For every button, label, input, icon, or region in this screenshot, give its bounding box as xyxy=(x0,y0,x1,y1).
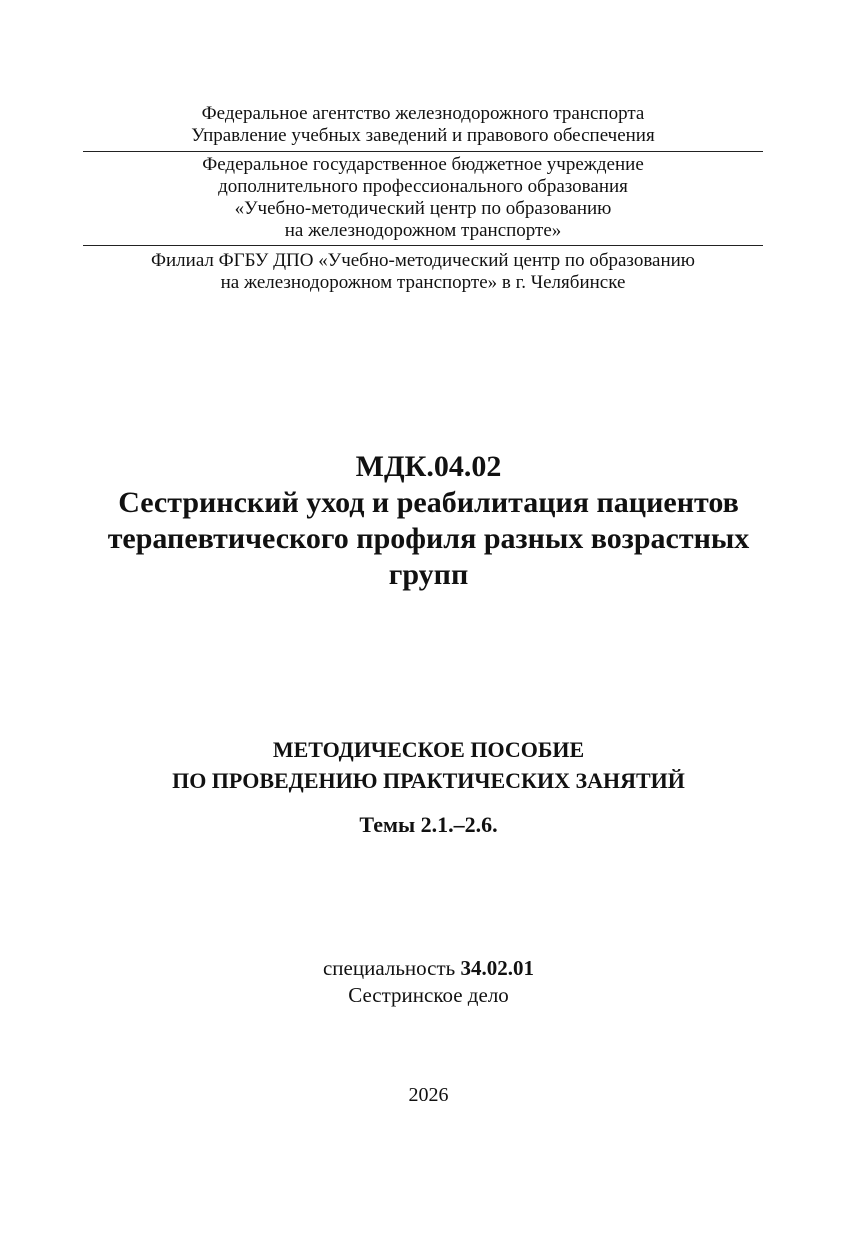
course-title-line: групп xyxy=(388,558,469,591)
agency-line: Управление учебных заведений и правового обеспечения xyxy=(191,125,655,146)
publication-year: 2026 xyxy=(408,1084,449,1106)
institution-line: «Учебно-методический центр по образованию xyxy=(234,198,612,219)
specialty-label: специальность xyxy=(322,956,456,980)
course-title xyxy=(0,485,857,593)
course-code: МДК.04.02 xyxy=(355,450,502,483)
specialty-code: 34.02.01 xyxy=(460,956,534,980)
header-divider xyxy=(83,151,763,152)
document-type-line: ПО ПРОВЕДЕНИЮ ПРАКТИЧЕСКИХ ЗАНЯТИЙ xyxy=(172,768,685,793)
branch-block xyxy=(83,250,763,294)
institution-line: на железнодорожном транспорте» xyxy=(284,220,562,241)
specialty-name: Сестринское дело xyxy=(348,983,509,1007)
branch-line: Филиал ФГБУ ДПО «Учебно-методический центр по образованию xyxy=(150,250,695,271)
branch-line: на железнодорожном транспорте» в г. Челябинске xyxy=(220,272,626,293)
document-type-line: МЕТОДИЧЕСКОЕ ПОСОБИЕ xyxy=(272,737,585,762)
agency-block xyxy=(83,103,763,147)
institution-line: Федеральное государственное бюджетное учреждение xyxy=(202,154,644,175)
course-title-line: терапевтического профиля разных возрастных xyxy=(107,522,750,555)
course-title-line: Сестринский уход и реабилитация пациентов xyxy=(118,486,739,519)
header-divider xyxy=(83,245,763,246)
specialty-line xyxy=(0,955,857,982)
document-type xyxy=(0,734,857,796)
agency-line: Федеральное агентство железнодорожного транспорта xyxy=(201,103,645,124)
specialty-block xyxy=(0,955,857,1009)
topics-range: Темы 2.1.–2.6. xyxy=(359,812,498,837)
institution-block xyxy=(83,154,763,242)
institution-line: дополнительного профессионального образования xyxy=(218,176,628,197)
